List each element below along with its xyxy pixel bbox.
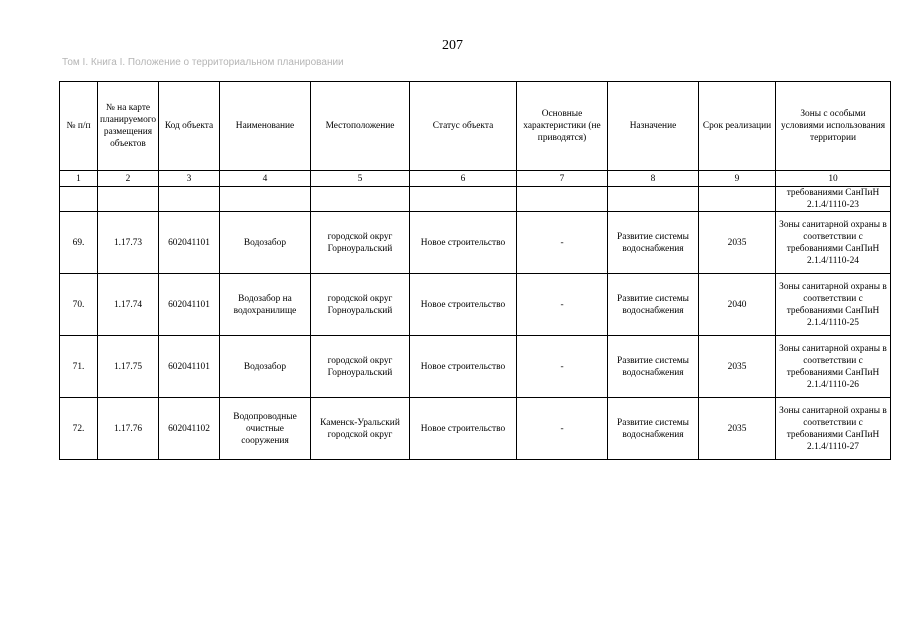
- column-number: 4: [220, 171, 311, 187]
- term-cell: 2040: [699, 274, 776, 336]
- status-cell: Новое строительство: [410, 336, 517, 398]
- table-row: [60, 398, 891, 460]
- table-row: [60, 336, 891, 398]
- zones-cell: Зоны санитарной охраны в соответствии с требованиями СанПиН 2.1.4/1110-25: [776, 274, 891, 336]
- name-cell: Водозабор: [220, 212, 311, 274]
- purpose-cell: Развитие системы водоснабжения: [608, 212, 699, 274]
- location-cell: городской округ Горноуральский: [311, 274, 410, 336]
- location-cell: Каменск-Уральский городской округ: [311, 398, 410, 460]
- column-header-purpose: Назначение: [608, 82, 699, 171]
- table-row: [60, 212, 891, 274]
- column-number: 2: [98, 171, 159, 187]
- purpose-cell: Развитие системы водоснабжения: [608, 336, 699, 398]
- purpose-cell: Развитие системы водоснабжения: [608, 398, 699, 460]
- term-cell: 2035: [699, 212, 776, 274]
- location-cell: городской округ Горноуральский: [311, 336, 410, 398]
- column-header-code: Код объекта: [159, 82, 220, 171]
- code-cell: 602041102: [159, 398, 220, 460]
- column-number: 1: [60, 171, 98, 187]
- term-cell: 2035: [699, 336, 776, 398]
- characteristics-cell: -: [517, 398, 608, 460]
- characteristics-cell: -: [517, 212, 608, 274]
- running-header: Том I. Книга I. Положение о территориальном планировании: [62, 57, 344, 68]
- zones-cell: Зоны санитарной охраны в соответствии с требованиями СанПиН 2.1.4/1110-26: [776, 336, 891, 398]
- column-header-status: Статус объекта: [410, 82, 517, 171]
- code-cell: 602041101: [159, 336, 220, 398]
- table-header-row: [60, 82, 891, 171]
- map-number-cell: 1.17.75: [98, 336, 159, 398]
- characteristics-cell: -: [517, 274, 608, 336]
- column-number: 8: [608, 171, 699, 187]
- map-number-cell: 1.17.74: [98, 274, 159, 336]
- column-numbers-row: [60, 171, 891, 187]
- column-number: 10: [776, 171, 891, 187]
- zones-cell: Зоны санитарной охраны в соответствии с требованиями СанПиН 2.1.4/1110-27: [776, 398, 891, 460]
- table-row: [60, 274, 891, 336]
- code-cell: 602041101: [159, 274, 220, 336]
- column-header-number: № п/п: [60, 82, 98, 171]
- status-cell: Новое строительство: [410, 274, 517, 336]
- column-number: 7: [517, 171, 608, 187]
- characteristics-cell: -: [517, 336, 608, 398]
- code-cell: 602041101: [159, 212, 220, 274]
- row-number-cell: 72.: [60, 398, 98, 460]
- column-header-location: Местоположение: [311, 82, 410, 171]
- purpose-cell: Развитие системы водоснабжения: [608, 274, 699, 336]
- name-cell: Водопроводные очистные сооружения: [220, 398, 311, 460]
- name-cell: Водозабор на водохранилище: [220, 274, 311, 336]
- column-number: 5: [311, 171, 410, 187]
- page-number: 207: [442, 38, 463, 53]
- column-header-name: Наименование: [220, 82, 311, 171]
- column-header-zones: Зоны с особыми условиями использования территории: [776, 82, 891, 171]
- name-cell: Водозабор: [220, 336, 311, 398]
- row-number-cell: 71.: [60, 336, 98, 398]
- continuation-row: [60, 187, 891, 212]
- term-cell: 2035: [699, 398, 776, 460]
- location-cell: городской округ Горноуральский: [311, 212, 410, 274]
- status-cell: Новое строительство: [410, 398, 517, 460]
- column-header-characteristics: Основные характеристики (не приводятся): [517, 82, 608, 171]
- zones-cell: Зоны санитарной охраны в соответствии с требованиями СанПиН 2.1.4/1110-24: [776, 212, 891, 274]
- column-number: 9: [699, 171, 776, 187]
- status-cell: Новое строительство: [410, 212, 517, 274]
- zones-cell: требованиями СанПиН 2.1.4/1110-23: [776, 187, 891, 212]
- column-header-term: Срок реализации: [699, 82, 776, 171]
- column-number: 6: [410, 171, 517, 187]
- row-number-cell: 69.: [60, 212, 98, 274]
- row-number-cell: 70.: [60, 274, 98, 336]
- map-number-cell: 1.17.76: [98, 398, 159, 460]
- column-header-map-number: № на карте планируемого размещения объектов: [98, 82, 159, 171]
- column-number: 3: [159, 171, 220, 187]
- map-number-cell: 1.17.73: [98, 212, 159, 274]
- objects-table: [59, 81, 891, 460]
